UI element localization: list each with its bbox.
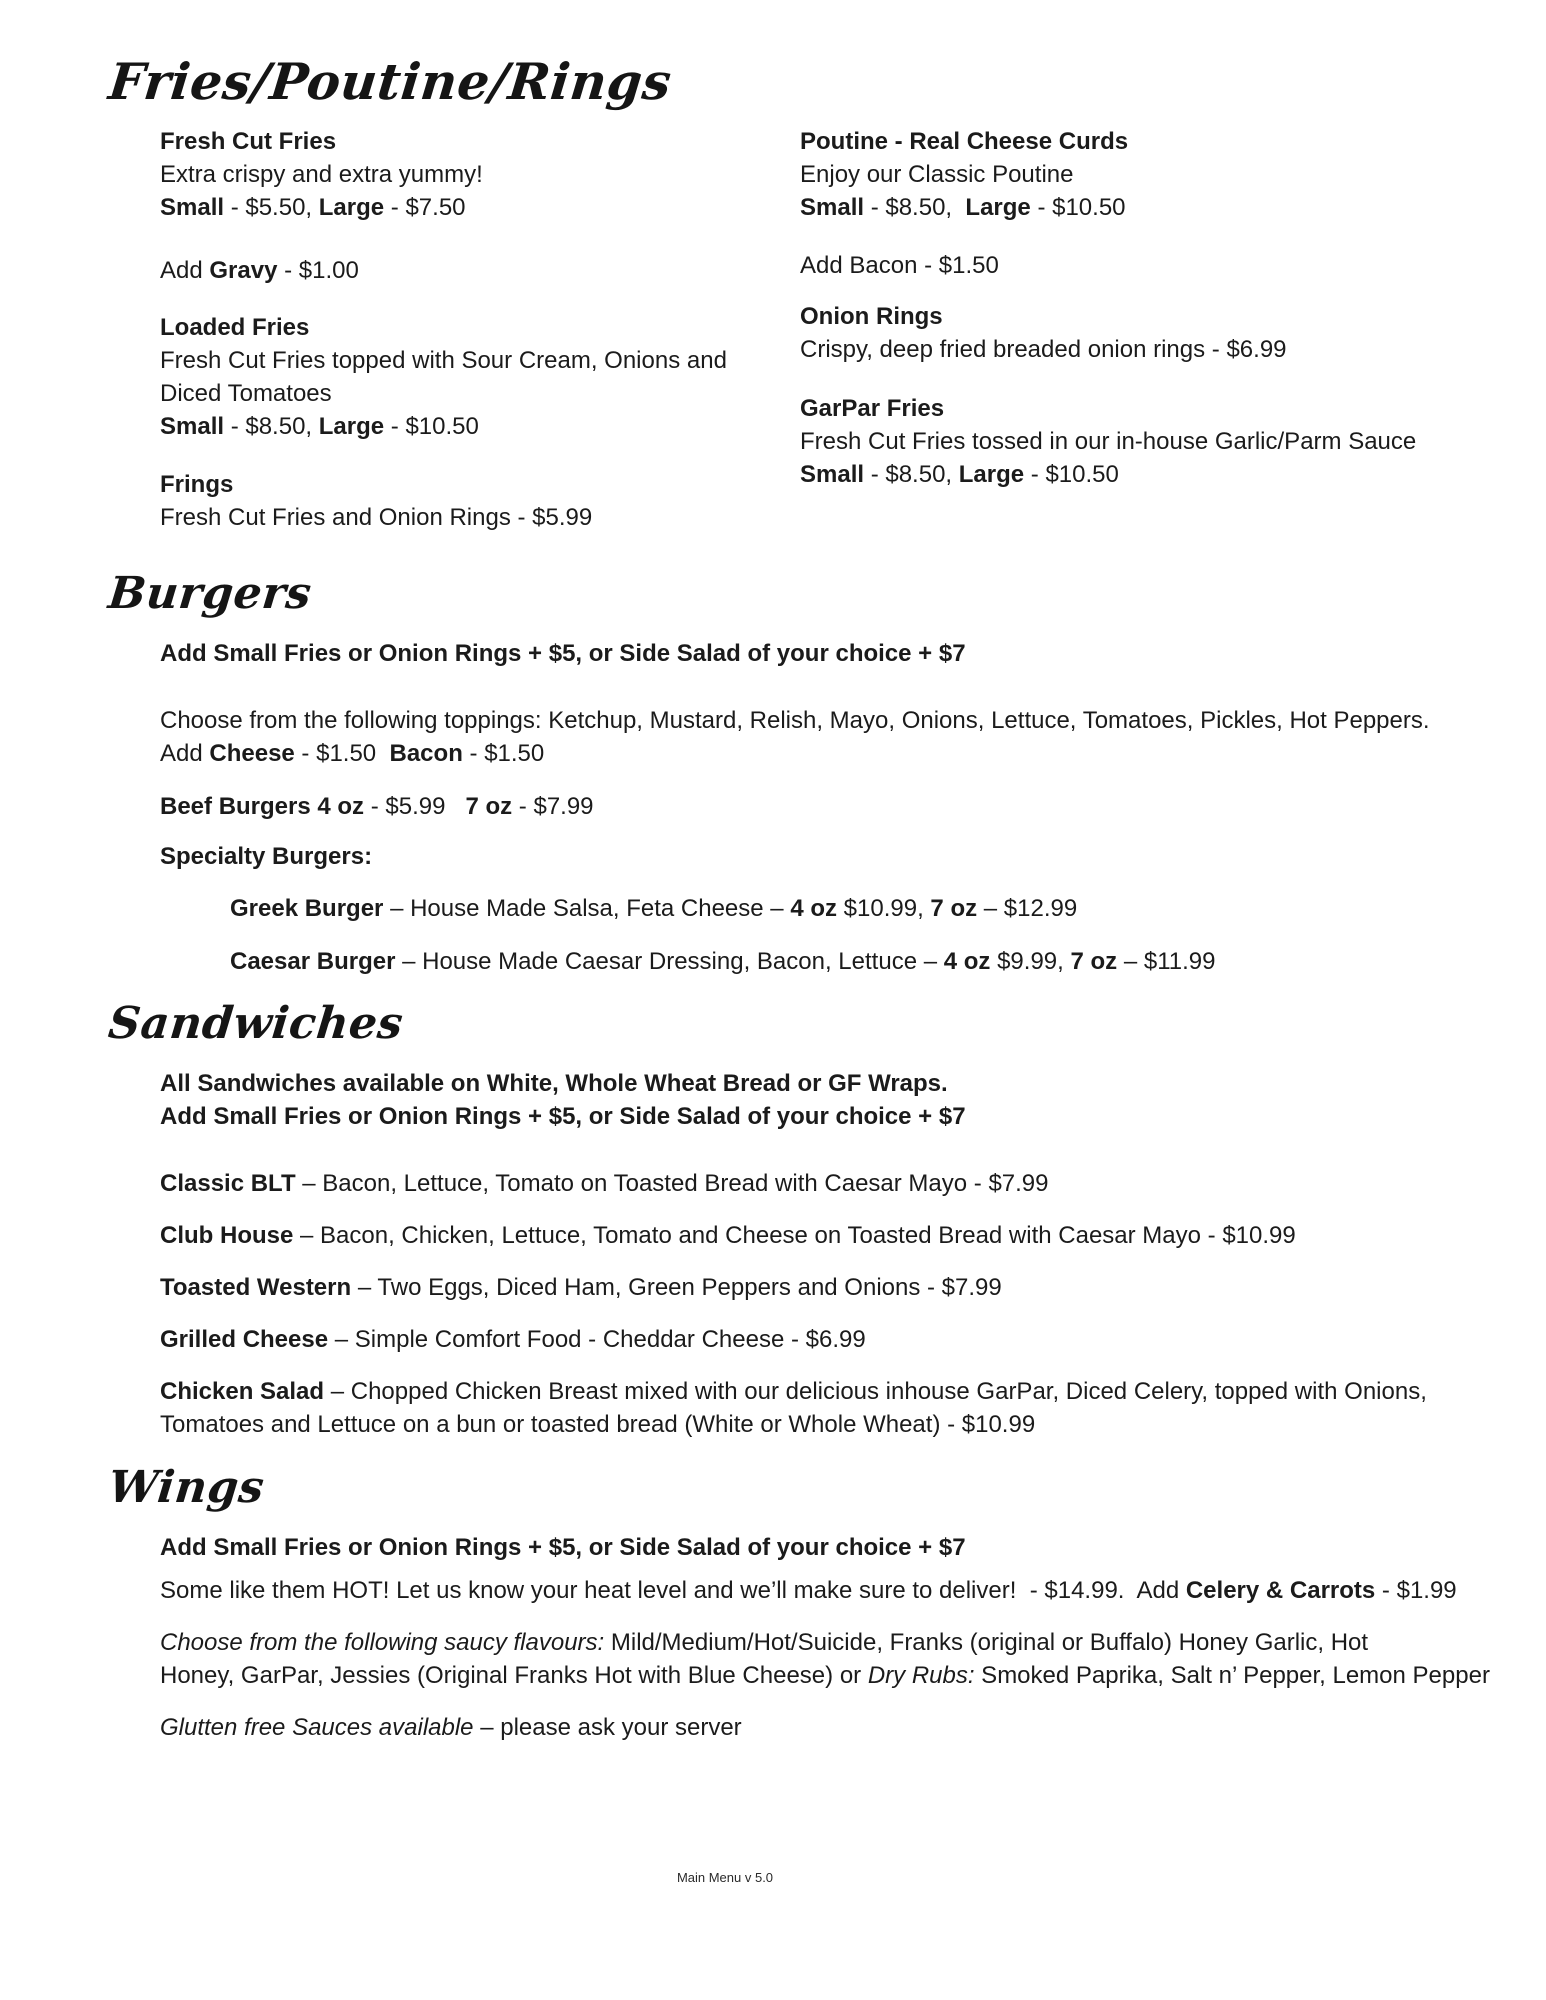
wings-flavours-1: Choose from the following saucy flavours: Mild/Medium/Hot/Suicide, Franks (original or Buffalo) Honey Garlic, Hot	[160, 1629, 1369, 1656]
specialty-burgers-heading: Specialty Burgers:	[160, 843, 373, 870]
item-frings-desc: Fresh Cut Fries and Onion Rings - $5.99	[160, 504, 593, 531]
wings-add-sides-note: Add Small Fries or Onion Rings + $5, or Side Salad of your choice + $7	[160, 1534, 966, 1561]
wings-gluten-free-note: Glutten free Sauces available – please ask your server	[160, 1714, 742, 1741]
wings-flavours-2: Honey, GarPar, Jessies (Original Franks Hot with Blue Cheese) or Dry Rubs: Smoked Paprika, Salt n’ Pepper, Lemon Pepper	[160, 1662, 1490, 1689]
fries-left-column	[0, 125, 800, 534]
item-onion-rings-desc: Crispy, deep fried breaded onion rings - $6.99	[800, 336, 1287, 363]
item-garpar-fries-desc: Fresh Cut Fries tossed in our in-house Garlic/Parm Sauce	[800, 428, 1417, 455]
item-classic-blt: Classic BLT – Bacon, Lettuce, Tomato on Toasted Bread with Caesar Mayo - $7.99	[160, 1170, 1049, 1197]
item-loaded-fries-price: Small - $8.50, Large - $10.50	[160, 413, 479, 440]
item-chicken-salad-1: Chicken Salad – Chopped Chicken Breast mixed with our delicious inhouse GarPar, Diced Celery, topped with Onions,	[160, 1378, 1427, 1405]
section-fries-poutine-rings	[0, 52, 1546, 534]
fries-right-column	[800, 125, 1540, 534]
section-title-fries-poutine-rings: Fries/Poutine/Rings	[106, 52, 675, 111]
item-poutine-desc: Enjoy our Classic Poutine	[800, 161, 1074, 188]
item-poutine-price: Small - $8.50, Large - $10.50	[800, 194, 1126, 221]
item-add-bacon: Add Bacon - $1.50	[800, 252, 999, 279]
item-frings-name: Frings	[160, 471, 234, 498]
item-chicken-salad-2: Tomatoes and Lettuce on a bun or toasted bread (White or Whole Wheat) - $10.99	[160, 1411, 1036, 1438]
fries-columns	[0, 125, 1546, 534]
section-sandwiches	[0, 998, 1546, 1441]
item-loaded-fries-desc-2: Diced Tomatoes	[160, 380, 332, 407]
item-club-house: Club House – Bacon, Chicken, Lettuce, Tomato and Cheese on Toasted Bread with Caesar Mayo - $10.99	[160, 1222, 1296, 1249]
wings-body	[160, 1531, 1546, 1744]
item-loaded-fries-desc-1: Fresh Cut Fries topped with Sour Cream, Onions and	[160, 347, 727, 374]
item-loaded-fries-name: Loaded Fries	[160, 314, 310, 341]
item-grilled-cheese: Grilled Cheese – Simple Comfort Food - Cheddar Cheese - $6.99	[160, 1326, 866, 1353]
item-garpar-fries-price: Small - $8.50, Large - $10.50	[800, 461, 1119, 488]
item-beef-burgers-price: Beef Burgers 4 oz - $5.99 7 oz - $7.99	[160, 793, 594, 820]
item-garpar-fries-name: GarPar Fries	[800, 395, 945, 422]
item-fresh-cut-fries-price: Small - $5.50, Large - $7.50	[160, 194, 466, 221]
section-burgers	[0, 568, 1546, 978]
burgers-add-sides-note: Add Small Fries or Onion Rings + $5, or Side Salad of your choice + $7	[160, 640, 966, 667]
burgers-add-cheese-bacon: Add Cheese - $1.50 Bacon - $1.50	[160, 740, 545, 767]
section-wings	[0, 1462, 1546, 1744]
sandwiches-bread-note: All Sandwiches available on White, Whole Wheat Bread or GF Wraps.	[160, 1070, 948, 1097]
item-greek-burger: Greek Burger – House Made Salsa, Feta Cheese – 4 oz $10.99, 7 oz – $12.99	[230, 895, 1078, 922]
item-add-gravy: Add Gravy - $1.00	[160, 257, 359, 284]
item-fresh-cut-fries-name: Fresh Cut Fries	[160, 128, 337, 155]
sandwiches-add-sides-note: Add Small Fries or Onion Rings + $5, or Side Salad of your choice + $7	[160, 1103, 966, 1130]
burgers-toppings-note: Choose from the following toppings: Ketchup, Mustard, Relish, Mayo, Onions, Lettuce, Tomatoes, Pickles, Hot Peppers.	[160, 707, 1430, 734]
section-title-wings: Wings	[106, 1462, 267, 1513]
section-title-burgers: Burgers	[106, 568, 314, 619]
item-fresh-cut-fries-desc: Extra crispy and extra yummy!	[160, 161, 483, 188]
sandwiches-body	[160, 1067, 1546, 1441]
page-footer-version: Main Menu v 5.0	[676, 1870, 774, 1885]
item-onion-rings-name: Onion Rings	[800, 303, 943, 330]
item-caesar-burger: Caesar Burger – House Made Caesar Dressing, Bacon, Lettuce – 4 oz $9.99, 7 oz – $11.99	[230, 948, 1216, 975]
section-title-sandwiches: Sandwiches	[106, 998, 406, 1049]
wings-heat-note: Some like them HOT! Let us know your heat level and we’ll make sure to deliver! - $14.99. Add Celery & Carrots - $1.99	[160, 1577, 1457, 1604]
item-toasted-western: Toasted Western – Two Eggs, Diced Ham, Green Peppers and Onions - $7.99	[160, 1274, 1002, 1301]
item-poutine-name: Poutine - Real Cheese Curds	[800, 128, 1129, 155]
burgers-body	[160, 637, 1546, 978]
